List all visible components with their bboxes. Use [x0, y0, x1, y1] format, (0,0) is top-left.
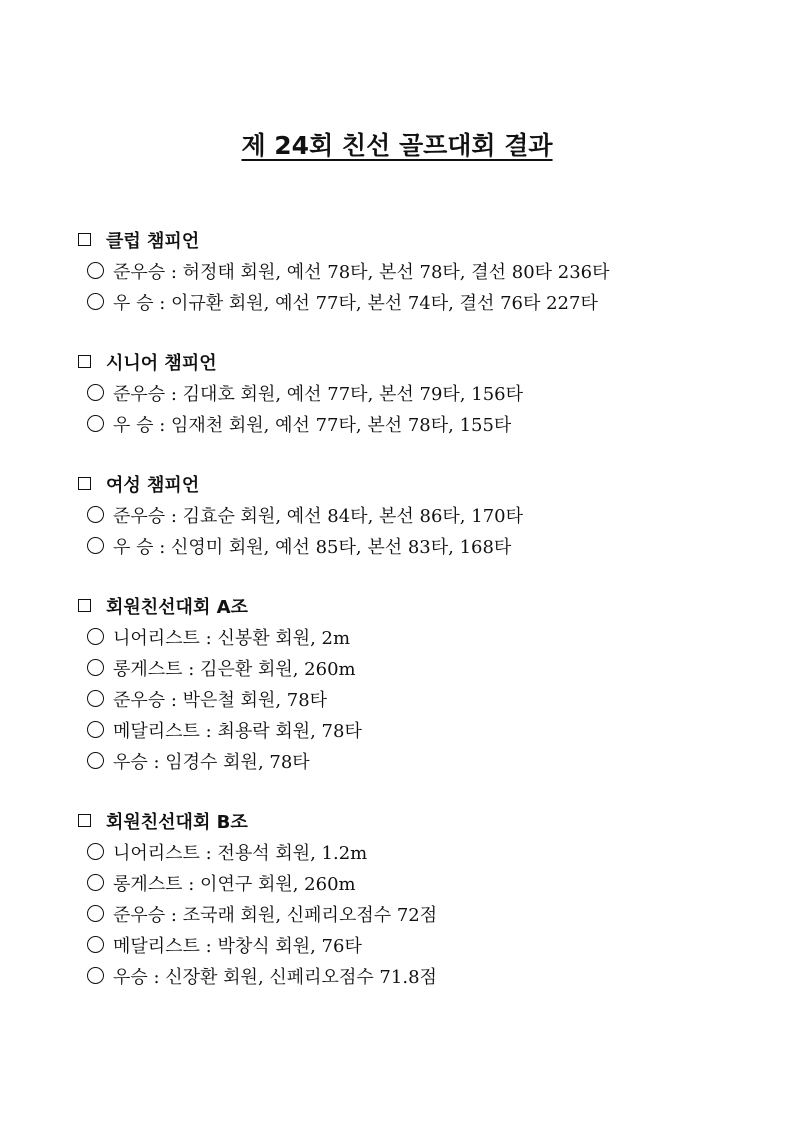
section-heading-text: 클럽 챔피언	[106, 230, 200, 252]
result-text: 준우승 : 김효순 회원, 예선 84타, 본선 86타, 170타	[113, 505, 523, 527]
section-heading	[78, 224, 758, 255]
section-heading-text: 회원친선대회 B조	[106, 811, 248, 833]
result-text: 준우승 : 조국래 회원, 신페리오점수 72점	[113, 904, 438, 926]
result-line	[78, 714, 758, 745]
result-text: 롱게스트 : 이연구 회원, 260m	[113, 873, 356, 895]
result-line	[78, 377, 758, 408]
result-text: 우 승 : 신영미 회원, 예선 85타, 본선 83타, 168타	[113, 536, 512, 558]
circle-bullet-icon	[87, 293, 104, 310]
result-text: 우 승 : 이규환 회원, 예선 77타, 본선 74타, 결선 76타 227타	[113, 292, 598, 314]
result-line	[78, 867, 758, 898]
result-text: 우 승 : 임재천 회원, 예선 77타, 본선 78타, 155타	[113, 414, 512, 436]
result-text: 준우승 : 박은철 회원, 78타	[113, 689, 328, 711]
result-line	[78, 286, 758, 317]
result-text: 우승 : 임경수 회원, 78타	[113, 751, 310, 773]
circle-bullet-icon	[87, 967, 104, 984]
circle-bullet-icon	[87, 415, 104, 432]
circle-bullet-icon	[87, 506, 104, 523]
result-text: 롱게스트 : 김은환 회원, 260m	[113, 658, 356, 680]
section-members-group-a	[78, 590, 758, 776]
document-title: 제 24회 친선 골프대회 결과	[241, 131, 553, 160]
circle-bullet-icon	[87, 659, 104, 676]
result-line	[78, 960, 758, 991]
result-text: 니어리스트 : 전용석 회원, 1.2m	[113, 842, 368, 864]
section-heading	[78, 590, 758, 621]
circle-bullet-icon	[87, 628, 104, 645]
square-bullet-icon	[78, 814, 91, 827]
result-text: 메달리스트 : 최용락 회원, 78타	[113, 720, 362, 742]
result-text: 니어리스트 : 신봉환 회원, 2m	[113, 627, 351, 649]
section-heading-text: 여성 챔피언	[106, 474, 200, 496]
square-bullet-icon	[78, 355, 91, 368]
result-line	[78, 530, 758, 561]
section-heading	[78, 346, 758, 377]
results-list	[78, 224, 758, 1020]
result-text: 준우승 : 김대호 회원, 예선 77타, 본선 79타, 156타	[113, 383, 523, 405]
result-line	[78, 929, 758, 960]
circle-bullet-icon	[87, 721, 104, 738]
result-line	[78, 621, 758, 652]
section-members-group-b	[78, 805, 758, 991]
result-line	[78, 898, 758, 929]
result-line	[78, 255, 758, 286]
result-text: 메달리스트 : 박창식 회원, 76타	[113, 935, 362, 957]
result-line	[78, 652, 758, 683]
square-bullet-icon	[78, 233, 91, 246]
result-line	[78, 683, 758, 714]
circle-bullet-icon	[87, 537, 104, 554]
result-line	[78, 408, 758, 439]
result-text: 우승 : 신장환 회원, 신페리오점수 71.8점	[113, 966, 437, 988]
section-women-champion	[78, 468, 758, 561]
section-heading	[78, 805, 758, 836]
section-heading	[78, 468, 758, 499]
section-heading-text: 시니어 챔피언	[106, 352, 217, 374]
section-heading-text: 회원친선대회 A조	[106, 596, 248, 618]
circle-bullet-icon	[87, 936, 104, 953]
result-line	[78, 836, 758, 867]
circle-bullet-icon	[87, 874, 104, 891]
result-text: 준우승 : 허정태 회원, 예선 78타, 본선 78타, 결선 80타 236타	[113, 261, 610, 283]
circle-bullet-icon	[87, 690, 104, 707]
circle-bullet-icon	[87, 384, 104, 401]
result-line	[78, 745, 758, 776]
section-senior-champion	[78, 346, 758, 439]
section-club-champion	[78, 224, 758, 317]
circle-bullet-icon	[87, 843, 104, 860]
circle-bullet-icon	[87, 752, 104, 769]
result-line	[78, 499, 758, 530]
square-bullet-icon	[78, 477, 91, 490]
square-bullet-icon	[78, 599, 91, 612]
circle-bullet-icon	[87, 262, 104, 279]
circle-bullet-icon	[87, 905, 104, 922]
